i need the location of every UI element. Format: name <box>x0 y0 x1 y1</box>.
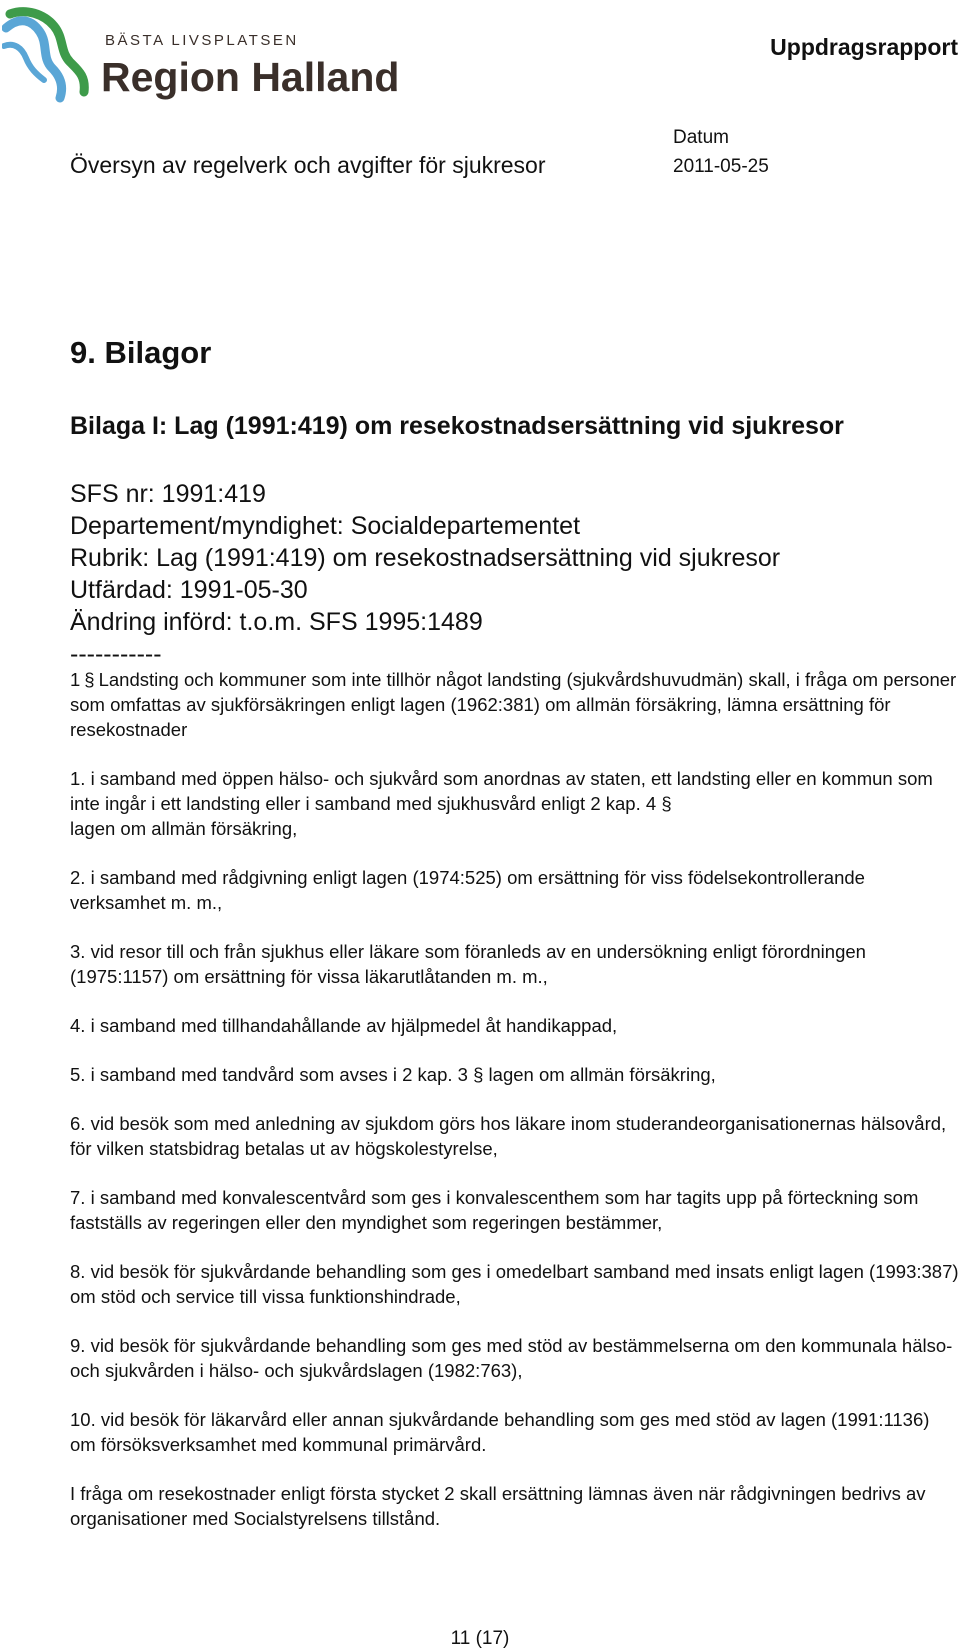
list-item <box>70 1062 960 1087</box>
document-subject: Översyn av regelverk och avgifter för sjukresor <box>70 152 546 178</box>
logo-mark-icon <box>2 6 94 106</box>
item-text: 5. i samband med tandvård som avses i 2 kap. 3 <box>70 1064 468 1085</box>
logo-tagline: BÄSTA LIVSPLATSEN <box>105 32 299 49</box>
list-item: 4. i samband med tillhandahållande av hjälpmedel åt handikappad, <box>70 1015 618 1036</box>
separator: ----------- <box>70 640 162 668</box>
date-label: Datum <box>673 127 729 148</box>
list-item: 10. vid besök för läkarvård eller annan sjukvårdande behandling som ges med stöd av lagen (1991:1136) om försöksverksamhet med kommunal primärvård. <box>70 1409 930 1455</box>
list-item: 7. i samband med konvalescentvård som ges i konvalescenthem som har tagits upp på förteckning som fastställs av regeringen eller den myndighet som regeringen bestämmer, <box>70 1187 919 1233</box>
list-item: 2. i samband med rådgivning enligt lagen (1974:525) om ersättning för viss födelsekontrollerande verksamhet m. m., <box>70 867 865 913</box>
sfs-number: SFS nr: 1991:419 <box>70 480 266 508</box>
region-halland-logo <box>0 0 440 110</box>
amendment: Ändring införd: t.o.m. SFS 1995:1489 <box>70 608 483 636</box>
law-text <box>70 667 960 1555</box>
intro-text: Landsting och kommuner som inte tillhör något landsting (sjukvårdshuvudmän) skall, i fråga om personer som omfattas av sjukförsäkringen enligt lagen (1962:381) om allmän försäkring, lämna ersättning för resekostnader <box>70 669 957 740</box>
list-item: 9. vid besök för sjukvårdande behandling som ges med stöd av bestämmelserna om den kommunala hälso- och sjukvården i hälso- och sjukvårdslagen (1982:763), <box>70 1335 953 1381</box>
paragraph-symbol: § <box>473 1064 484 1085</box>
list-item: 3. vid resor till och från sjukhus eller läkare som föranleds av en undersökning enligt förordningen (1975:1157) om ersättning för vissa läkarutlåtanden m. m., <box>70 941 866 987</box>
document-type: Uppdragsrapport <box>770 34 958 60</box>
rubric: Rubrik: Lag (1991:419) om resekostnadsersättning vid sjukresor <box>70 544 781 572</box>
intro-paragraph <box>70 667 960 742</box>
item-text: lagen om allmän försäkring, <box>70 818 298 839</box>
item-text: lagen om allmän försäkring, <box>488 1064 716 1085</box>
issued-date: Utfärdad: 1991-05-30 <box>70 576 308 604</box>
list-item: 8. vid besök för sjukvårdande behandling som ges i omedelbart samband med insats enligt lagen (1993:387) om stöd och service till vissa funktionshindrade, <box>70 1261 959 1307</box>
paragraph-symbol: § <box>661 793 672 814</box>
date-value: 2011-05-25 <box>673 156 769 177</box>
paragraph-symbol: § <box>84 669 95 690</box>
list-item: 6. vid besök som med anledning av sjukdom görs hos läkare inom studerandeorganisationernas hälsovård, för vilken statsbidrag betalas ut av högskolestyrelse, <box>70 1113 947 1159</box>
department: Departement/myndighet: Socialdepartementet <box>70 512 581 540</box>
list-item <box>70 766 960 841</box>
appendix-title: Bilaga I: Lag (1991:419) om resekostnadsersättning vid sjukresor <box>70 412 844 440</box>
section-title: 9. Bilagor <box>70 335 212 370</box>
page-number: 11 (17) <box>450 1628 510 1649</box>
law-metadata <box>70 478 780 670</box>
section-number: 1 <box>70 669 81 690</box>
closing-paragraph: I fråga om resekostnader enligt första stycket 2 skall ersättning lämnas även när rådgivningen bedrivs av organisationer med Socialstyrelsens tillstånd. <box>70 1483 926 1529</box>
logo-name: Region Halland <box>101 54 400 100</box>
item-text: 1. i samband med öppen hälso- och sjukvård som anordnas av staten, ett landsting eller en kommun som inte ingår i ett landsting eller i samband med sjukhusvård enligt 2 kap. 4 <box>70 768 933 814</box>
